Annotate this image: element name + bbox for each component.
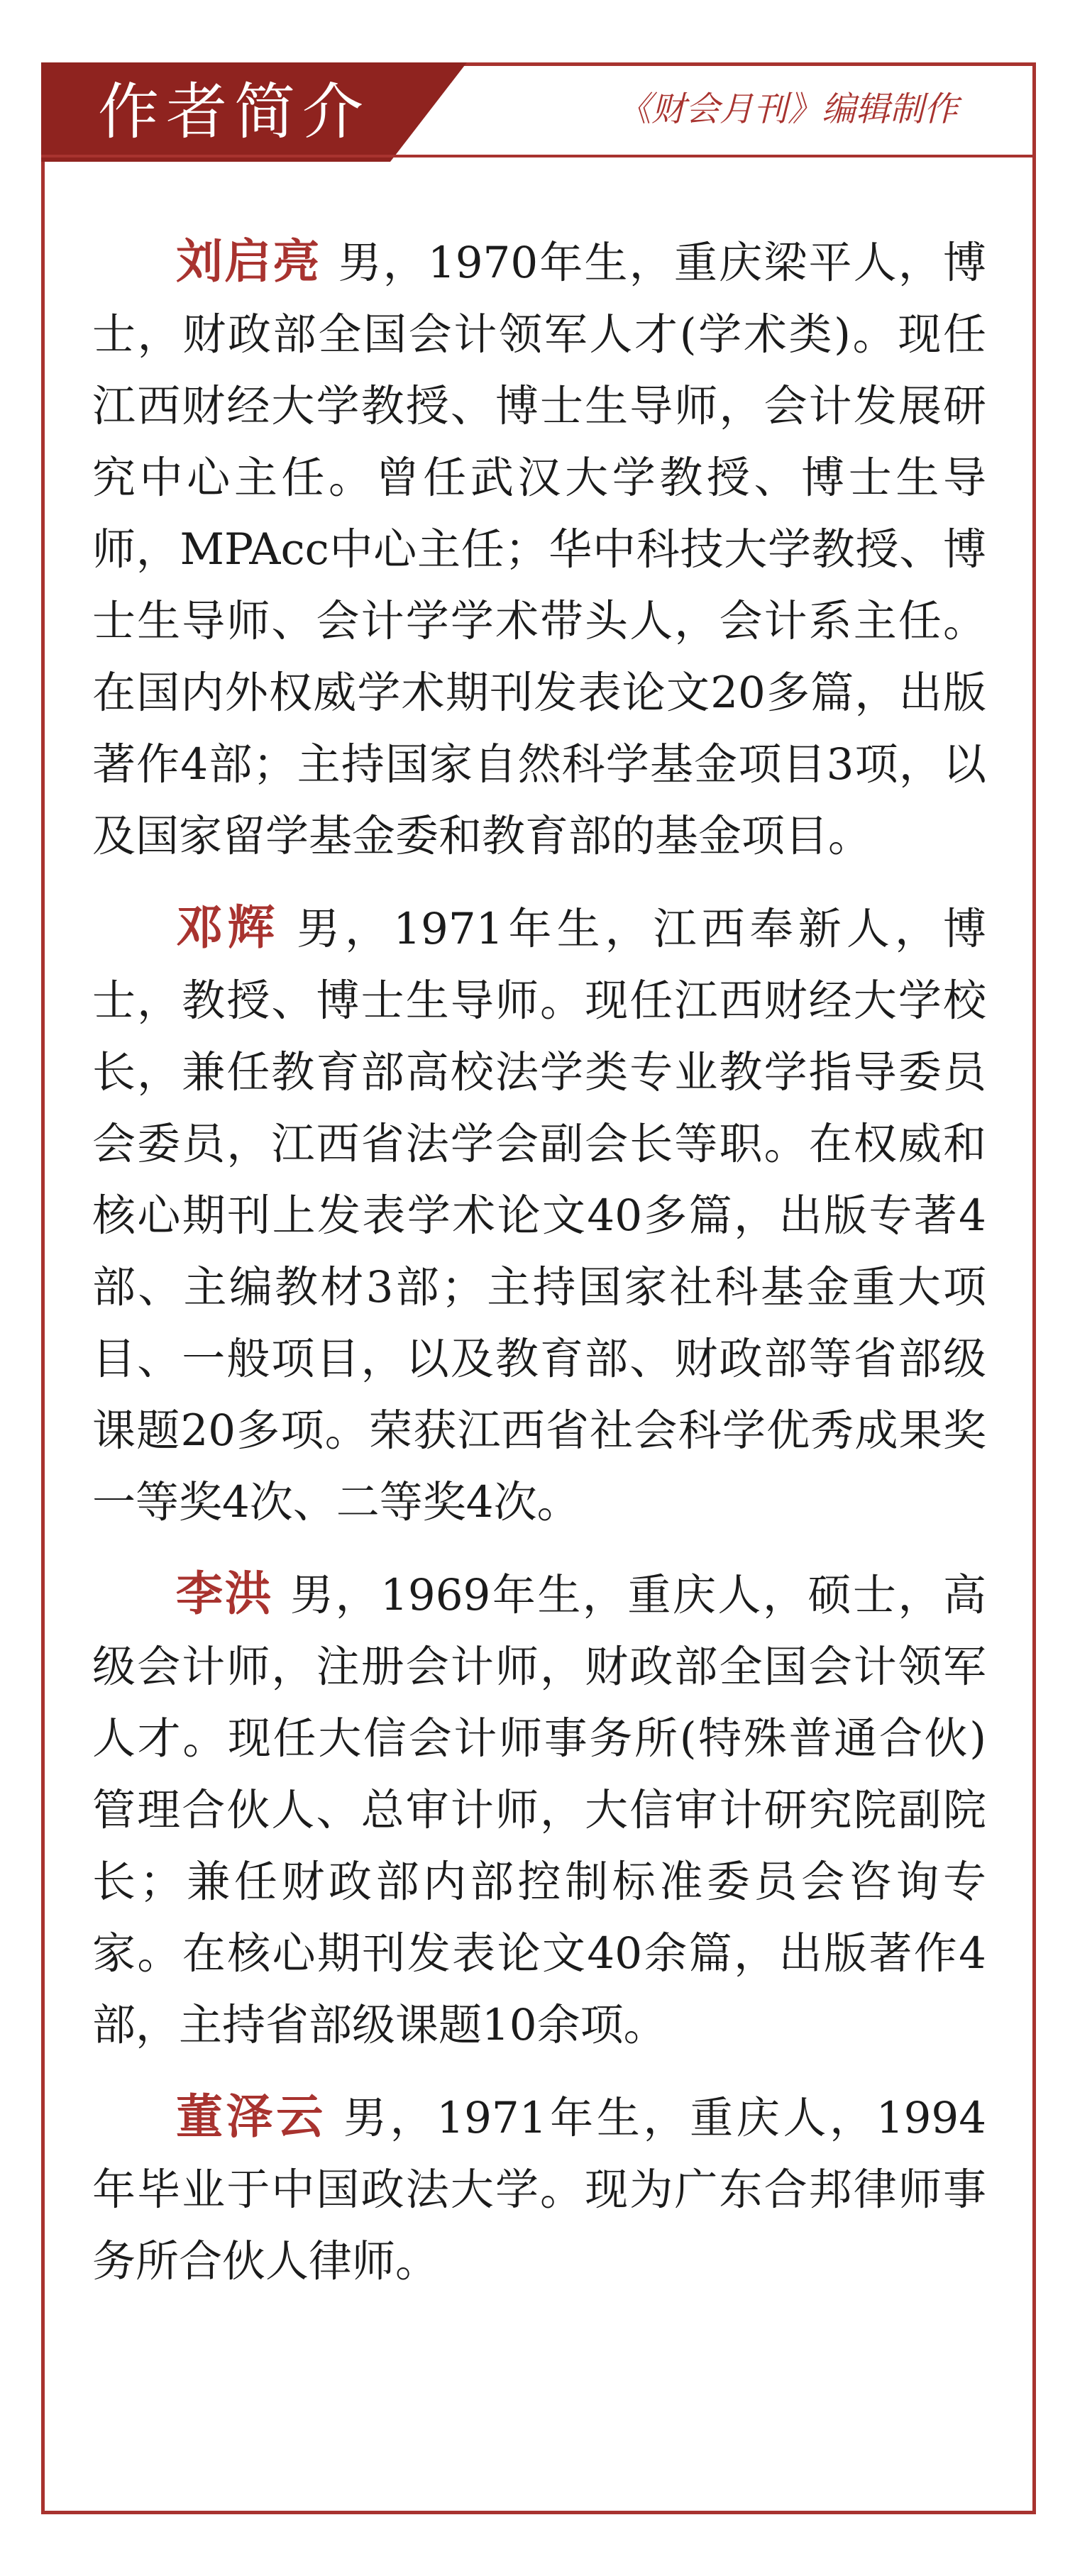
author-name: 邓辉 <box>176 900 280 955</box>
editor-credit: 《财会月刊》编辑制作 <box>617 89 958 129</box>
bio-entry <box>92 2081 986 2297</box>
author-name: 李洪 <box>176 1566 274 1621</box>
header <box>41 62 1036 162</box>
author-name: 刘启亮 <box>176 234 321 289</box>
author-name: 董泽云 <box>176 2089 326 2144</box>
bio-text: 男，1970年生，重庆梁平人，博士，财政部全国会计领军人才(学术类)。现任江西财经大学教授、博士生导师，会计发展研究中心主任。曾任武汉大学教授、博士生导师，MPAcc中心主任；华中科技大学教授、博士生导师、会计学学术带头人，会计系主任。在国内外权威学术期刊发表论文20多篇，出版著作4部；主持国家自然科学基金项目3项，以及国家留学基金委和教育部的基金项目。 <box>92 238 987 861</box>
header-rule <box>41 155 1036 157</box>
bio-text: 男，1971年生，江西奉新人，博士，教授、博士生导师。现任江西财经大学校长，兼任教育部高校法学类专业教学指导委员会委员，江西省法学会副会长等职。在权威和核心期刊上发表学术论文40多篇，出版专著4部、主编教材3部；主持国家社科基金重大项目、一般项目，以及教育部、财政部等省部级课题20多项。荣获江西省社会科学优秀成果奖一等奖4次、二等奖4次。 <box>92 904 986 1527</box>
bio-entry <box>92 1558 986 2061</box>
page-title: 作者简介 <box>98 77 370 148</box>
bio-text: 男，1971年生，重庆人，1994年毕业于中国政法大学。现为广东合邦律师事务所合伙人律师。 <box>92 2093 987 2287</box>
bio-text: 男，1969年生，重庆人，硕士，高级会计师，注册会计师，财政部全国会计领军人才。现任大信会计师事务所(特殊普通合伙)管理合伙人、总审计师，大信审计研究院副院长；兼任财政部内部控制标准委员会咨询专家。在核心期刊发表论文40余篇，出版著作4部，主持省部级课题10余项。 <box>92 1570 987 2050</box>
bio-entry <box>92 892 986 1538</box>
bio-entry <box>92 226 986 872</box>
bio-list <box>92 226 986 2317</box>
